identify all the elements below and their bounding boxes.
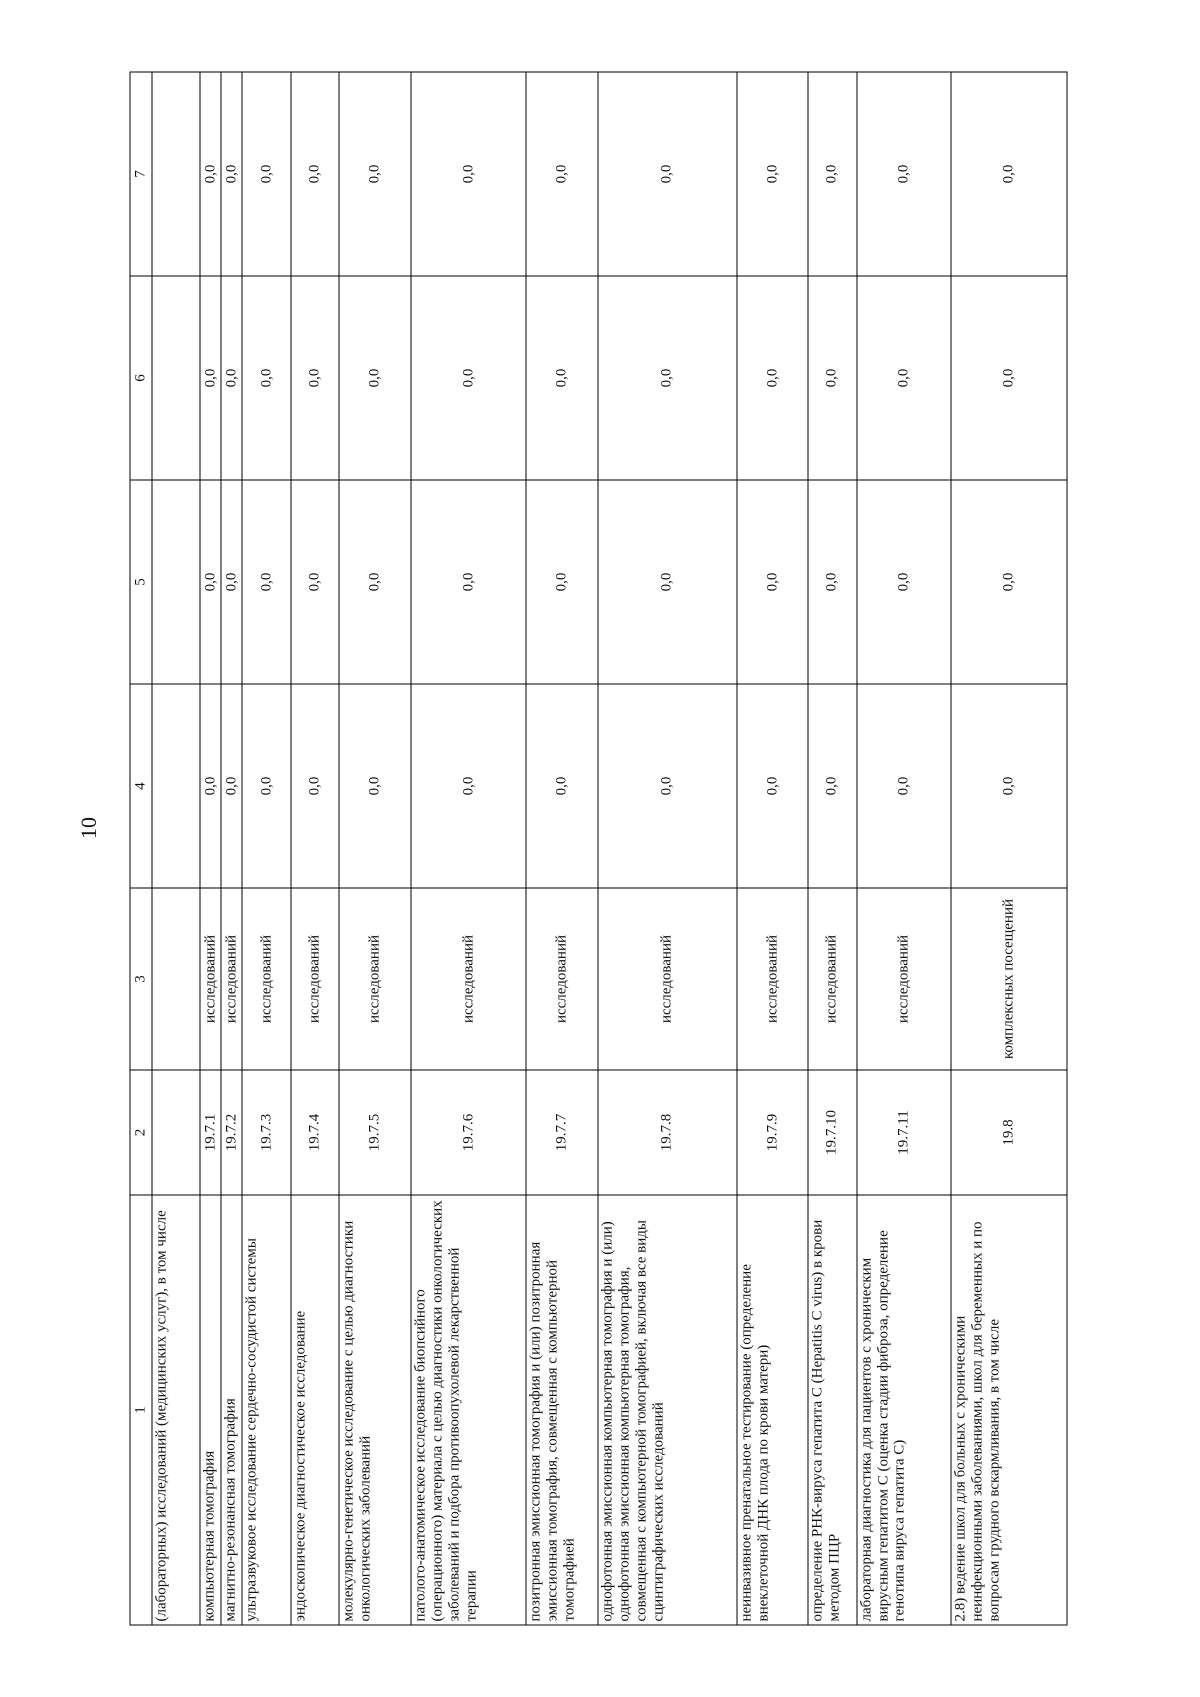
row-unit-cell: исследований — [808, 888, 856, 1070]
value-cell-4: 0,0 — [951, 684, 1067, 888]
value-cell-6: 0,0 — [290, 276, 338, 480]
row-name-cell: определение РНК-вируса гепатита С (Hepatitis C virus) в крови методом ПЦР — [808, 1195, 856, 1625]
table-row — [152, 72, 200, 1625]
row-unit-cell: исследований — [221, 888, 242, 1070]
value-cell-5: 0,0 — [808, 480, 856, 684]
value-cell-7: 0,0 — [221, 72, 242, 276]
value-cell-4: 0,0 — [290, 684, 338, 888]
value-cell-7: 0,0 — [951, 72, 1067, 276]
value-cell-6: 0,0 — [736, 276, 808, 480]
column-header: 2 — [130, 1070, 152, 1195]
row-name-cell: неинвазивное пренатальное тестирование (определение внеклеточной ДНК плода по крови матери) — [736, 1195, 808, 1625]
value-cell-4: 0,0 — [410, 684, 526, 888]
value-cell-6: 0,0 — [200, 276, 221, 480]
value-cell-6: 0,0 — [339, 276, 411, 480]
row-name-cell: однофотонная эмиссионная компьютерная томография и (или) однофотонная эмиссионная компьютерная томография, совмещенная с компьютерной томографией, включая все виды сцинтиграфических исследований — [597, 1195, 736, 1625]
row-code-cell: 19.7.7 — [526, 1070, 598, 1195]
row-name-cell: (лабораторных) исследований (медицинских услуг), в том числе — [152, 1195, 200, 1625]
row-name-cell: эндоскопическое диагностическое исследование — [290, 1195, 338, 1625]
value-cell-4: 0,0 — [242, 684, 290, 888]
column-header: 4 — [130, 684, 152, 888]
row-code-cell: 19.7.11 — [856, 1070, 951, 1195]
value-cell-7 — [152, 72, 200, 276]
value-cell-7: 0,0 — [597, 72, 736, 276]
value-cell-5: 0,0 — [242, 480, 290, 684]
column-header: 6 — [130, 276, 152, 480]
row-code-cell — [152, 1070, 200, 1195]
table-row — [736, 72, 808, 1625]
column-header: 5 — [130, 480, 152, 684]
value-cell-5: 0,0 — [200, 480, 221, 684]
value-cell-4: 0,0 — [339, 684, 411, 888]
page-number: 10 — [76, 817, 101, 839]
value-cell-5: 0,0 — [951, 480, 1067, 684]
data-table — [129, 72, 1067, 1626]
header-row — [130, 72, 152, 1625]
value-cell-5: 0,0 — [736, 480, 808, 684]
column-header: 7 — [130, 72, 152, 276]
rotated-table-wrapper — [129, 73, 1067, 1626]
value-cell-4: 0,0 — [221, 684, 242, 888]
value-cell-4: 0,0 — [200, 684, 221, 888]
row-unit-cell: исследований — [339, 888, 411, 1070]
row-unit-cell: исследований — [200, 888, 221, 1070]
row-unit-cell: исследований — [736, 888, 808, 1070]
row-name-cell: 2.8) ведение школ для больных с хроническими неинфекционными заболеваниями, школ для беременных и по вопросам грудного вскармливания, в том числе — [951, 1195, 1067, 1625]
row-code-cell: 19.7.10 — [808, 1070, 856, 1195]
row-code-cell: 19.7.9 — [736, 1070, 808, 1195]
table-row — [526, 72, 598, 1625]
row-unit-cell: исследований — [290, 888, 338, 1070]
table-row — [339, 72, 411, 1625]
column-header: 3 — [130, 888, 152, 1070]
row-unit-cell: комплексных посещений — [951, 888, 1067, 1070]
value-cell-5: 0,0 — [597, 480, 736, 684]
row-code-cell: 19.7.5 — [339, 1070, 411, 1195]
value-cell-7: 0,0 — [736, 72, 808, 276]
value-cell-7: 0,0 — [290, 72, 338, 276]
row-code-cell: 19.7.3 — [242, 1070, 290, 1195]
value-cell-5: 0,0 — [290, 480, 338, 684]
table-row — [200, 72, 221, 1625]
value-cell-4 — [152, 684, 200, 888]
value-cell-6: 0,0 — [242, 276, 290, 480]
row-name-cell: компьютерная томография — [200, 1195, 221, 1625]
row-name-cell: ультразвуковое исследование сердечно-сосудистой системы — [242, 1195, 290, 1625]
row-code-cell: 19.7.8 — [597, 1070, 736, 1195]
value-cell-7: 0,0 — [526, 72, 598, 276]
row-name-cell: позитронная эмиссионная томография и (или) позитронная эмиссионная томография, совмещенная с компьютерной томографией — [526, 1195, 598, 1625]
row-unit-cell: исследований — [856, 888, 951, 1070]
value-cell-7: 0,0 — [410, 72, 526, 276]
value-cell-6: 0,0 — [410, 276, 526, 480]
row-unit-cell: исследований — [597, 888, 736, 1070]
value-cell-6: 0,0 — [856, 276, 951, 480]
row-code-cell: 19.7.4 — [290, 1070, 338, 1195]
value-cell-4: 0,0 — [597, 684, 736, 888]
column-header: 1 — [130, 1195, 152, 1625]
row-code-cell: 19.8 — [951, 1070, 1067, 1195]
value-cell-4: 0,0 — [856, 684, 951, 888]
table-row — [856, 72, 951, 1625]
value-cell-5: 0,0 — [221, 480, 242, 684]
row-unit-cell: исследований — [242, 888, 290, 1070]
value-cell-4: 0,0 — [808, 684, 856, 888]
value-cell-6: 0,0 — [951, 276, 1067, 480]
table-row — [410, 72, 526, 1625]
row-name-cell: магнитно-резонансная томография — [221, 1195, 242, 1625]
row-code-cell: 19.7.1 — [200, 1070, 221, 1195]
value-cell-6: 0,0 — [597, 276, 736, 480]
table-row — [221, 72, 242, 1625]
value-cell-6: 0,0 — [808, 276, 856, 480]
table-row — [290, 72, 338, 1625]
value-cell-5: 0,0 — [526, 480, 598, 684]
row-name-cell: патолого-анатомическое исследование биопсийного (операционного) материала с целью диагностики онкологических заболеваний и подбора противоопухолевой лекарственной терапии — [410, 1195, 526, 1625]
value-cell-7: 0,0 — [200, 72, 221, 276]
row-code-cell: 19.7.6 — [410, 1070, 526, 1195]
row-code-cell: 19.7.2 — [221, 1070, 242, 1195]
table-row — [808, 72, 856, 1625]
value-cell-6: 0,0 — [221, 276, 242, 480]
row-unit-cell: исследований — [526, 888, 598, 1070]
value-cell-5: 0,0 — [339, 480, 411, 684]
value-cell-7: 0,0 — [856, 72, 951, 276]
table-row — [951, 72, 1067, 1625]
row-name-cell: лабораторная диагностика для пациентов с хроническим вирусным гепатитом С (оценка стадии фиброза, определение генотипа вируса гепатита С) — [856, 1195, 951, 1625]
value-cell-6 — [152, 276, 200, 480]
value-cell-6: 0,0 — [526, 276, 598, 480]
value-cell-7: 0,0 — [242, 72, 290, 276]
value-cell-4: 0,0 — [526, 684, 598, 888]
value-cell-5: 0,0 — [856, 480, 951, 684]
table-row — [597, 72, 736, 1625]
value-cell-7: 0,0 — [339, 72, 411, 276]
row-name-cell: молекулярно-генетическое исследование с целью диагностики онкологических заболеваний — [339, 1195, 411, 1625]
value-cell-5 — [152, 480, 200, 684]
value-cell-4: 0,0 — [736, 684, 808, 888]
row-unit-cell — [152, 888, 200, 1070]
row-unit-cell: исследований — [410, 888, 526, 1070]
value-cell-5: 0,0 — [410, 480, 526, 684]
table-row — [242, 72, 290, 1625]
value-cell-7: 0,0 — [808, 72, 856, 276]
